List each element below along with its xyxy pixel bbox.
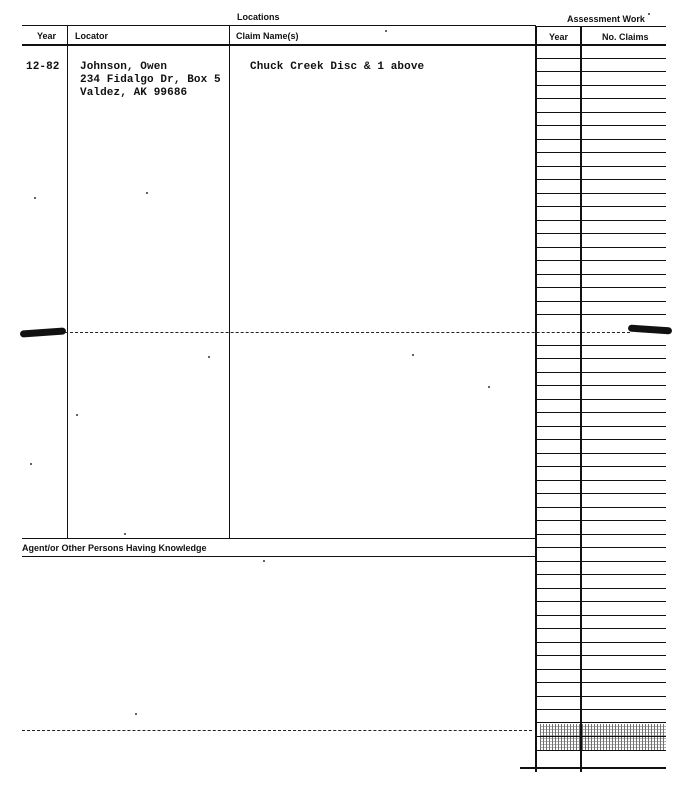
assessment-row-rule [536,750,666,751]
assessment-row-rule [536,574,666,575]
assessment-row-rule [536,547,666,548]
bottom-heavy-rule [520,767,666,769]
assessment-row-rule [536,493,666,494]
right-binding-mark [628,324,672,334]
left-binding-mark [20,327,66,337]
assessment-row-rule [536,152,666,153]
record-locator-city: Valdez, AK 99686 [80,87,188,99]
agent-section-label: Agent/or Other Persons Having Knowledge [22,543,207,553]
assessment-row-rule [536,125,666,126]
assessment-row-rule [536,85,666,86]
speck [76,414,78,416]
assessment-row-rule [536,112,666,113]
assessment-row-rule [536,98,666,99]
divider-year-locator [67,26,68,538]
assessment-row-rule [536,642,666,643]
assessment-row-rule [536,601,666,602]
assessment-row-rule [536,669,666,670]
assessment-row-rule [536,682,666,683]
column-header-year: Year [37,31,57,41]
assessment-row-rule [536,588,666,589]
bottom-scan-line [22,730,532,731]
assessment-row-rule [536,166,666,167]
speck [124,533,126,535]
record-locator-name: Johnson, Owen [80,61,168,73]
assessment-row-rule [536,439,666,440]
assessment-row-rule [536,233,666,234]
assessment-row-rule [536,139,666,140]
assessment-row-rule [536,561,666,562]
speck [385,30,387,32]
assessment-row-rule [536,71,666,72]
speck [263,560,265,562]
assessment-row-rule [536,260,666,261]
speck [208,356,210,358]
assessment-row-rule [536,58,666,59]
assessment-row-rule [536,480,666,481]
assessment-row-rule [536,385,666,386]
assessment-row-rule [536,412,666,413]
assessment-row-rule [536,520,666,521]
speck [34,197,36,199]
record-year: 12-82 [26,61,60,73]
assessment-row-rule [536,220,666,221]
assessment-row-rule [536,655,666,656]
column-header-assessment-year: Year [549,32,569,42]
assessment-row-rule [536,453,666,454]
speck [412,354,414,356]
assessment-row-rule [536,628,666,629]
column-header-claim-names: Claim Name(s) [236,31,299,41]
assessment-row-rule [536,722,666,723]
assessment-row-rule [536,696,666,697]
column-header-locator: Locator [75,31,109,41]
assessment-row-rule [536,274,666,275]
divider-locator-claim [229,26,230,538]
assessment-row-rule [536,179,666,180]
assessment-row-rule [536,534,666,535]
midline-dashed [60,332,630,333]
assessment-row-rule [536,709,666,710]
assessment-row-rule [536,372,666,373]
assessment-row-rule [536,615,666,616]
column-header-no-claims: No. Claims [602,32,649,42]
agent-section-bottom-rule [22,556,536,557]
agent-section-top-rule [22,538,536,539]
speck [648,13,650,15]
speck [135,713,137,715]
assessment-top-rule [536,26,666,27]
assessment-row-rule [536,206,666,207]
header-bottom-rule [22,44,666,46]
top-rule [22,25,536,26]
assessment-row-rule [536,466,666,467]
assessment-row-rule [536,314,666,315]
assessment-work-heading: Assessment Work [567,14,645,24]
speck [488,386,490,388]
speck [30,463,32,465]
speck [146,192,148,194]
assessment-row-rule [536,399,666,400]
assessment-row-rule [536,247,666,248]
assessment-row-rule [536,345,666,346]
locations-heading: Locations [237,12,280,22]
assessment-row-rule [536,301,666,302]
assessment-row-rule [536,358,666,359]
record-claim-name: Chuck Creek Disc & 1 above [250,61,425,73]
assessment-row-rule [536,507,666,508]
assessment-row-rule [536,287,666,288]
record-locator-address: 234 Fidalgo Dr, Box 5 [80,74,221,86]
scan-noise [540,724,666,750]
assessment-row-rule [536,426,666,427]
assessment-row-rule [536,193,666,194]
